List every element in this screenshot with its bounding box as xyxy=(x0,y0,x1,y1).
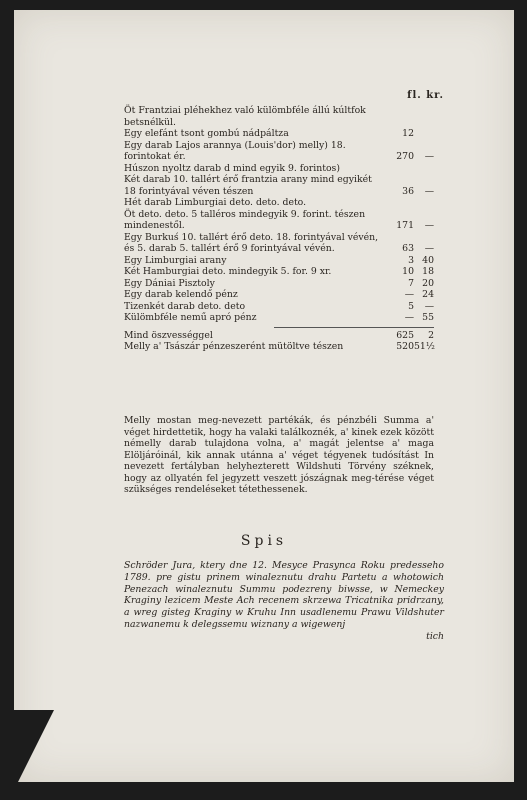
item-florins: — xyxy=(404,289,414,300)
item-text: Öt deto. deto. 5 talléros mindegyik 9. forint. tészen mindenestől. xyxy=(124,208,366,231)
notice-paragraph: Melly mostan meg-nevezett partékák, és pénzbéli Summa a' véget hirdettetik, hogy ha valaki találkoznék, a' kinek ezek között némelly darab tulajdona volna, a' magát jelentse a' maga Elöljáróinál, kik annak utánna a' véget tégyenek tudósítást In nevezett fertályban helyhezterett Wildshuti Törvény széknek, hogy az ollyatén fel jegyzett veszett jószágnak meg-térése véget szükséges rendeléseket tétethessenek. xyxy=(124,415,434,495)
item-row xyxy=(124,289,434,301)
item-row xyxy=(124,266,434,278)
item-row xyxy=(124,128,434,140)
item-kreuzer: — xyxy=(424,151,434,162)
item-florins: 5 xyxy=(408,300,414,312)
item-row xyxy=(124,232,434,255)
total-florins: 520 xyxy=(396,341,414,352)
item-row xyxy=(124,209,434,232)
item-row xyxy=(124,312,434,324)
item-row xyxy=(124,140,434,163)
item-row xyxy=(124,105,434,128)
total-kreuzer: 2 xyxy=(428,329,434,341)
item-text: Egy darab kelendő pénz xyxy=(124,289,238,300)
item-kreuzer: — xyxy=(424,220,434,231)
item-text: Egy elefánt tsont gombú nádpáltza xyxy=(124,128,289,139)
section-title-spis: Spis xyxy=(240,533,288,549)
item-kreuzer: 18 xyxy=(422,266,434,277)
item-florins: — xyxy=(404,312,414,323)
item-kreuzer: 24 xyxy=(422,289,434,300)
total-row xyxy=(124,330,434,342)
item-row xyxy=(124,255,434,267)
document-page xyxy=(14,10,514,782)
item-text: Egy Dániai Pisztoly xyxy=(124,277,215,289)
item-row xyxy=(124,197,434,209)
total-text: Mind öszvességgel xyxy=(124,329,213,341)
item-kreuzer: 55 xyxy=(422,312,434,323)
item-text: Tizenkét darab deto. deto xyxy=(124,300,246,312)
item-row xyxy=(124,174,434,197)
item-florins: 10 xyxy=(402,266,414,277)
currency-column-header: fl. kr. xyxy=(407,90,444,101)
item-text: Húszon nyoltz darab d mind egyik 9. forintos) xyxy=(124,162,340,174)
item-text: Két Hamburgiai deto. mindegyik 5. for. 9 xr. xyxy=(124,266,332,277)
item-florins: 270 xyxy=(396,151,414,162)
item-text: Egy darab Lajos arannya (Louis'dor) melly) 18. forintokat ér. xyxy=(124,139,346,162)
item-text: Külömbféle nemű apró pénz xyxy=(124,312,257,323)
item-text: Hét darab Limburgiai deto. deto. deto. xyxy=(124,197,307,208)
item-text: Két darab 10. tallért érő frantzia arany mind egyikét 18 forintyával véven tészen xyxy=(124,174,372,197)
item-row xyxy=(124,301,434,313)
inventory-list xyxy=(124,105,434,353)
item-florins: 7 xyxy=(408,277,414,289)
item-text: Egy Limburgiai arany xyxy=(124,254,227,266)
item-kreuzer: — xyxy=(424,300,434,312)
item-text: Öt Frantziai pléhekhez való külömbféle állú kúltfok betsnélkül. xyxy=(124,105,366,128)
item-kreuzer: 40 xyxy=(422,254,434,266)
total-kreuzer: 51½ xyxy=(414,341,435,352)
czech-text: Schröder Jura, ktery dne 12. Mesyce Prasynca Roku predesseho 1789. pre gistu prinem winaleznutu drahu Partetu a whotowich Penezach winaleznutu Summu podezreny biwsse, w Nemeckey Kraginy lezicem Meste Ach recenem skrzewa Tricatnika pridrzany, a wreg gisteg Kraginy w Kruhu Inn usadlenemu Prawu Vildshuter nazwanemu k delegssemu wiznany a wigewenj xyxy=(124,560,444,630)
total-florins: 625 xyxy=(396,329,414,341)
item-florins: 63 xyxy=(402,243,414,254)
item-florins: 12 xyxy=(402,128,414,139)
item-row xyxy=(124,278,434,290)
item-florins: 3 xyxy=(408,254,414,266)
total-text: Melly a' Tsászár pénzeszerént mütöltve tészen xyxy=(124,341,344,352)
czech-last-word: tich xyxy=(426,630,444,642)
item-kreuzer: — xyxy=(424,185,434,197)
torn-corner xyxy=(14,710,54,790)
czech-paragraph xyxy=(124,560,444,643)
item-text: Egy Burkuś 10. tallért érő deto. 18. forintyával vévén, és 5. darab 5. tallért érő 9 forintyával vévén. xyxy=(124,231,379,254)
sum-rule xyxy=(274,327,434,328)
item-row xyxy=(124,163,434,175)
total-row xyxy=(124,341,434,353)
item-kreuzer: — xyxy=(424,243,434,254)
item-florins: 171 xyxy=(396,220,414,231)
item-kreuzer: 20 xyxy=(422,277,434,289)
item-florins: 36 xyxy=(402,185,414,197)
